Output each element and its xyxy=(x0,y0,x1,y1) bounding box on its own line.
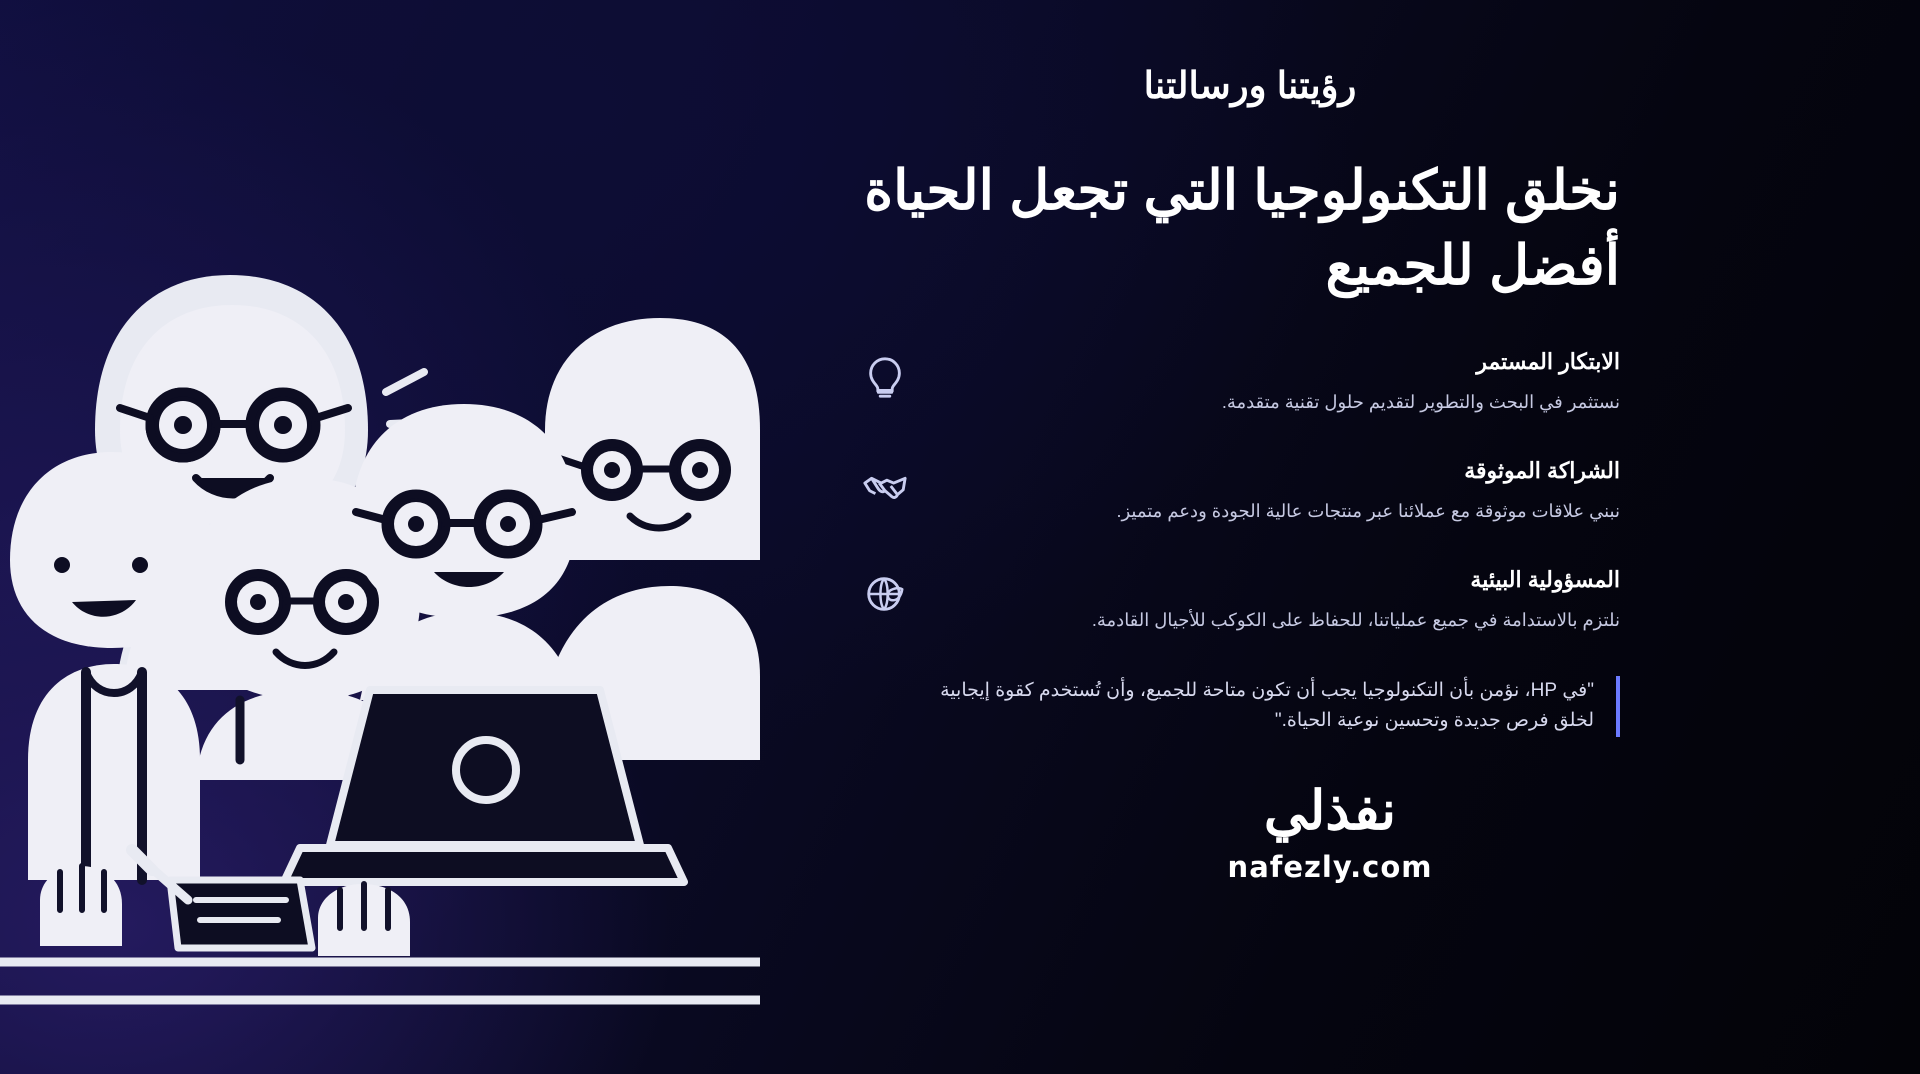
quote-block xyxy=(860,676,1800,738)
quote-inner xyxy=(920,676,1620,738)
feature-title: المسؤولية البيئية xyxy=(1470,566,1620,592)
feature-title: الابتكار المستمر xyxy=(1476,348,1620,374)
feature-description: نلتزم بالاستدامة في جميع عملياتنا، للحفاظ على الكوكب للأجيال القادمة. xyxy=(1091,609,1620,630)
feature-text-partnership xyxy=(936,458,1620,525)
watermark-url: nafezly.com xyxy=(1227,850,1433,884)
features-list xyxy=(860,349,1800,634)
feature-description: نبني علاقات موثوقة مع عملائنا عبر منتجات عالية الجودة ودعم متميز. xyxy=(1116,500,1620,521)
slide-eyebrow: رؤيتنا ورسالتنا xyxy=(1143,65,1357,106)
feature-text-innovation xyxy=(936,349,1620,416)
illustration-people-with-laptop xyxy=(0,0,760,1074)
watermark-logo: نفذلي xyxy=(1263,781,1397,841)
globe-leaf-icon xyxy=(860,569,910,619)
handshake-icon xyxy=(860,460,910,510)
lightbulb-icon xyxy=(860,351,910,401)
slide-content xyxy=(740,0,1920,1074)
slide-headline: نخلق التكنولوجيا التي تجعل الحياة أفضل للجميع xyxy=(864,159,1620,296)
feature-title: الشراكة الموثوقة xyxy=(1464,457,1620,483)
feature-item-sustainability xyxy=(860,567,1620,634)
feature-description: نستثمر في البحث والتطوير لتقديم حلول تقنية متقدمة. xyxy=(1221,391,1620,412)
feature-item-partnership xyxy=(860,458,1620,525)
feature-item-innovation xyxy=(860,349,1620,416)
feature-text-sustainability xyxy=(936,567,1620,634)
quote-text: "في HP، نؤمن بأن التكنولوجيا يجب أن تكون متاحة للجميع، وأن تُستخدم كقوة إيجابية لخلق فرص جديدة وتحسين نوعية الحياة." xyxy=(940,679,1594,732)
